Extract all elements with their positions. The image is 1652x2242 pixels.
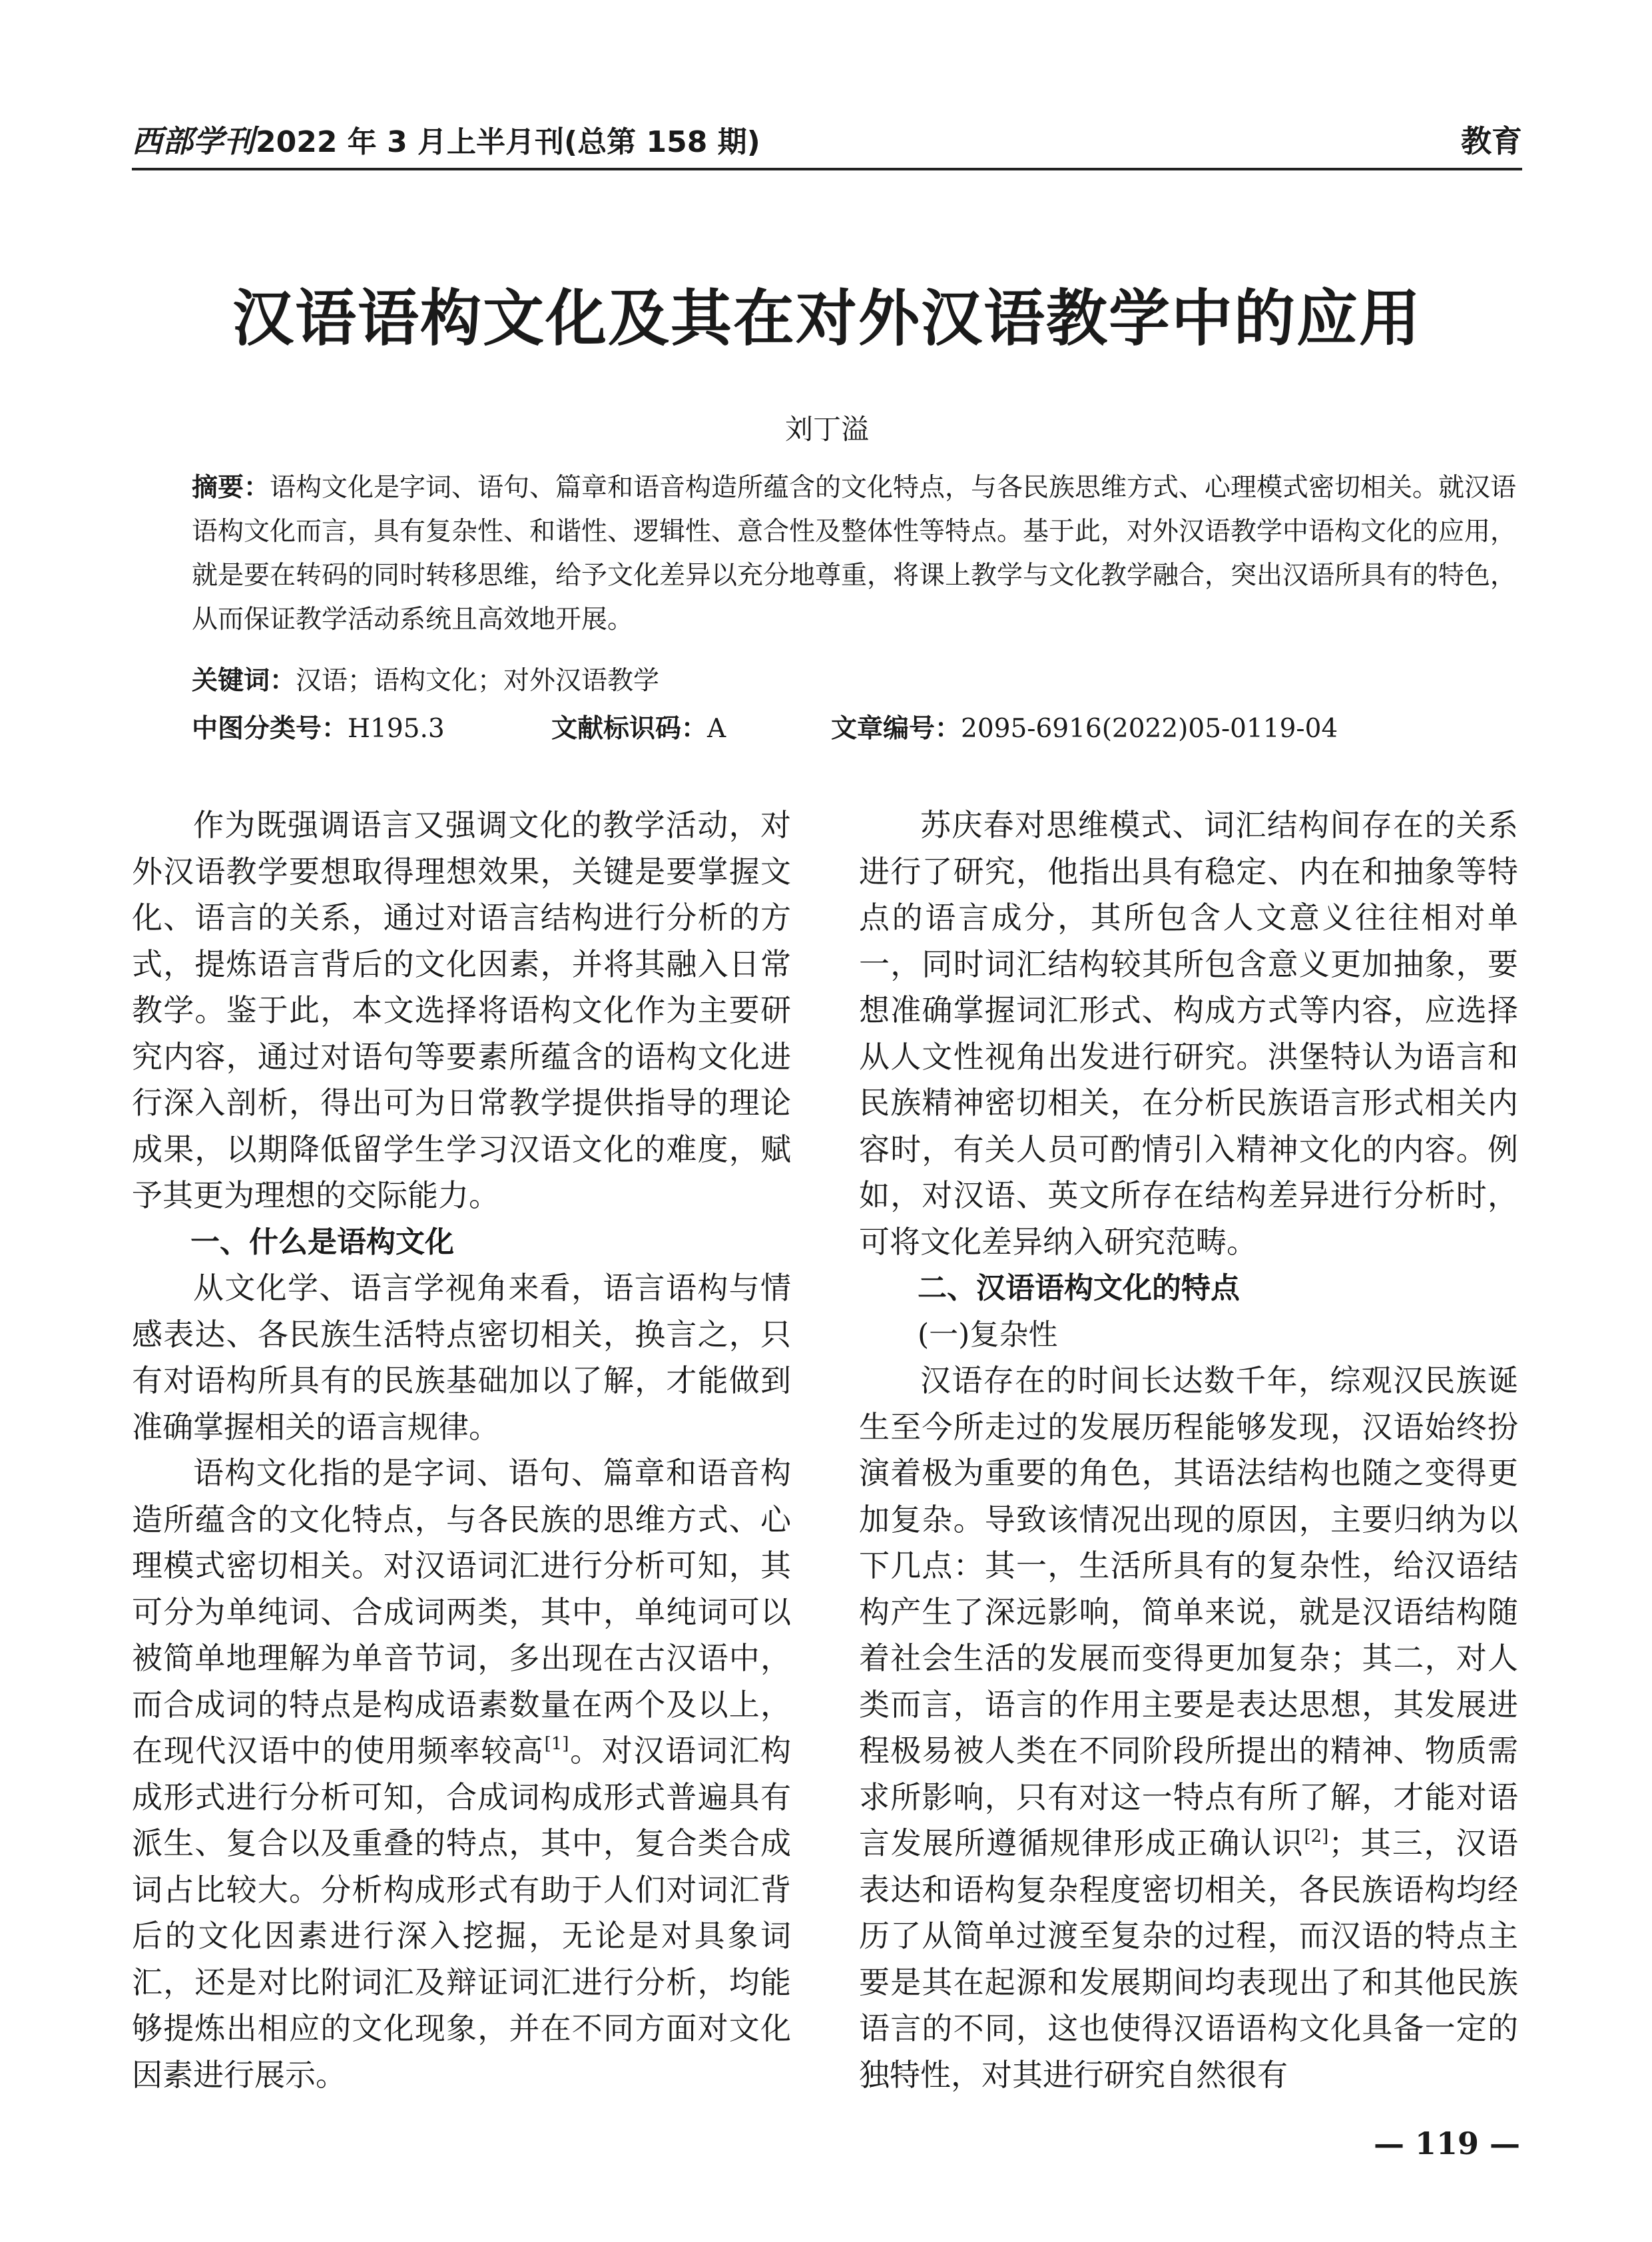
section-heading: 一、什么是语构文化 [190, 1225, 454, 1259]
issue-info: 2022 年 3 月上半月刊(总第 158 期) [256, 125, 760, 159]
abstract-text: 语构文化是字词、语句、篇章和语音构造所蕴含的文化特点，与各民族思维方式、心理模式密切相关。就汉语语构文化而言，具有复杂性、和谐性、逻辑性、意合性及整体性等特点。基于此，对外汉语教学中语构文化的应用，就是要在转码的同时转移思维，给予文化差异以充分地尊重，将课上教学与文化教学融合，突出汉语所具有的特色，从而保证教学活动系统且高效地开展。 [192, 473, 1517, 635]
citation-ref: [2] [1304, 1826, 1329, 1846]
journal-issue-line [132, 117, 760, 161]
clc-field [192, 707, 445, 751]
subsection-heading: (一)复杂性 [918, 1317, 1058, 1352]
paragraph-text: 语构文化指的是字词、语句、篇章和语音构造所蕴含的文化特点，与各民族的思维方式、心理模式密切相关。对汉语词汇进行分析可知，其可分为单纯词、合成词两类，其中，单纯词可以被简单地理解为单音节词，多出现在古汉语中，而合成词的特点是构成语素数量在两个及以上，在现代汉语中的使用频率较高 [132, 1455, 791, 1769]
paragraph: 苏庆春对思维模式、词汇结构间存在的关系进行了研究，他指出具有稳定、内在和抽象等特点的语言成分，其所包含人文意义往往相对单一，同时词汇结构较其所包含意义更加抽象，要想准确掌握词汇形式、构成方式等内容，应选择从人文性视角出发进行研究。洪堡特认为语言和民族精神密切相关，在分析民族语言形式相关内容时，有关人员可酌情引入精神文化的内容。例如，对汉语、英文所存在结构差异进行分析时，可将文化差异纳入研究范畴。 [859, 807, 1518, 1260]
body-column-right [859, 802, 1518, 2098]
author-name: 刘丁溢 [784, 413, 869, 445]
body-column-left [132, 802, 791, 2098]
article-no-field [831, 707, 1338, 751]
paragraph [859, 1358, 1518, 2098]
section-name: 教育 [1461, 123, 1522, 159]
journal-name: 西部学刊 [132, 123, 254, 159]
paragraph-text: 。对汉语词汇构成形式进行分析可知，合成词构成形式普遍具有派生、复合以及重叠的特点，其中，复合类合成词占比较大。分析构成形式有助于人们对词汇背后的文化因素进行深入挖掘，无论是对具象词汇，还是对比附词汇及辩证词汇进行分析，均能够提炼出相应的文化现象，并在不同方面对文化因素进行展示。 [132, 1733, 792, 2093]
clc-label: 中图分类号： [192, 714, 348, 744]
paragraph-text: ；其三，汉语表达和语构复杂程度密切相关，各民族语构均经历了从简单过渡至复杂的过程，而汉语的特点主要是其在起源和发展期间均表现出了和其他民族语言的不同，这也使得汉语语构文化具备一定的独特性，对其进行研究自然很有 [859, 1825, 1519, 2093]
abstract [192, 466, 1517, 642]
keywords-label: 关键词： [192, 666, 296, 696]
doc-code-field [551, 707, 726, 751]
running-header [132, 112, 1522, 166]
section-heading: 二、汉语语构文化的特点 [918, 1271, 1240, 1305]
article-no-label: 文章编号： [831, 714, 962, 744]
paragraph-text: 汉语存在的时间长达数千年，综观汉民族诞生至今所走过的发展历程能够发现，汉语始终扮演着极为重要的角色，其语法结构也随之变得更加复杂。导致该情况出现的原因，主要归纳为以下几点：其一，生活所具有的复杂性，给汉语结构产生了深远影响，简单来说，就是汉语结构随着社会生活的发展而变得更加复杂；其二，对人类而言，语言的作用主要是表达思想，其发展进程极易被人类在不同阶段所提出的精神、物质需求所影响，只有对这一特点有所了解，才能对语言发展所遵循规律形成正确认识 [859, 1362, 1518, 1861]
paragraph: 从文化学、语言学视角来看，语言语构与情感表达、各民族生活特点密切相关，换言之，只有对语构所具有的民族基础加以了解，才能做到准确掌握相关的语言规律。 [132, 1270, 791, 1445]
doc-code-label: 文献标识码： [551, 714, 708, 744]
keywords-text: 汉语；语构文化；对外汉语教学 [296, 666, 660, 696]
keywords [192, 659, 1517, 703]
header-rule [132, 168, 1522, 170]
doc-code-value: A [707, 714, 726, 744]
classification-line [192, 707, 1517, 751]
paragraph: 作为既强调语言又强调文化的教学活动，对外汉语教学要想取得理想效果，关键是要掌握文化、语言的关系，通过对语言结构进行分析的方式，提炼语言背后的文化因素，并将其融入日常教学。鉴于此，本文选择将语构文化作为主要研究内容，通过对语句等要素所蕴含的语构文化进行深入剖析，得出可为日常教学提供指导的理论成果，以期降低留学生学习汉语文化的难度，赋予其更为理想的交际能力。 [132, 807, 791, 1213]
abstract-label: 摘要： [192, 473, 270, 503]
clc-value: H195.3 [348, 714, 445, 744]
article-title: 汉语语构文化及其在对外汉语教学中的应用 [232, 282, 1422, 354]
article-no-value: 2095-6916(2022)05-0119-04 [961, 714, 1338, 744]
citation-ref: [1] [544, 1734, 569, 1754]
page-number: — 119 — [1373, 2125, 1520, 2161]
paragraph [132, 1450, 791, 2098]
